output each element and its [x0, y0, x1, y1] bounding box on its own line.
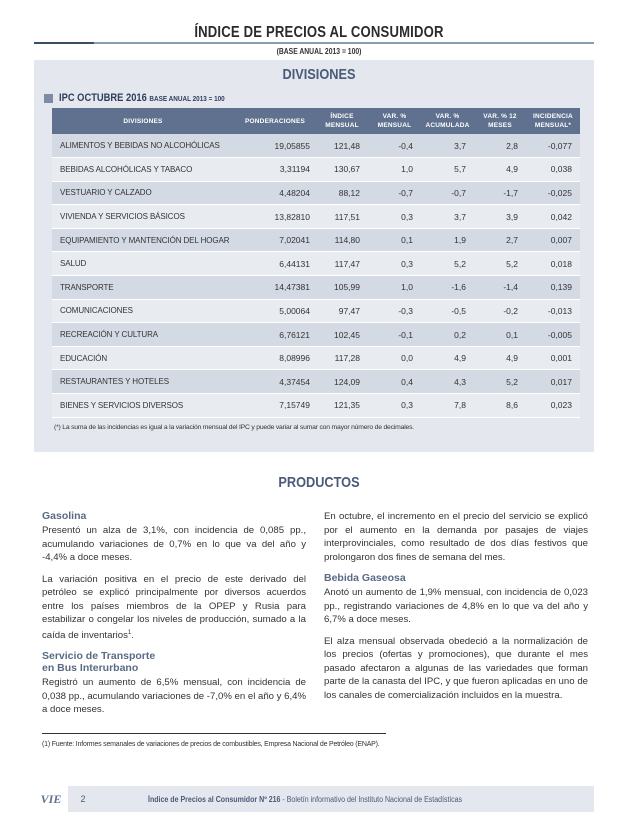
table-cell-inc: 0,139	[526, 276, 580, 300]
table-cell-indice: 88,12	[316, 181, 368, 205]
table-row	[52, 205, 580, 229]
table-cell-name: COMUNICACIONES	[52, 299, 234, 323]
table-row	[52, 394, 580, 418]
table-cell-var-a: -0,7	[421, 181, 474, 205]
table-cell-indice: 105,99	[316, 276, 368, 300]
table-cell-name: TRANSPORTE	[52, 276, 234, 300]
col-header-var-mensual: VAR. % MENSUAL	[368, 108, 421, 134]
table-cell-indice: 97,47	[316, 299, 368, 323]
table-cell-pond: 13,82810	[234, 205, 316, 229]
table-row	[52, 370, 580, 394]
table-cell-var-12: 2,7	[474, 228, 526, 252]
col-header-var-12-meses: VAR. % 12 MESES	[474, 108, 526, 134]
table-cell-var-m: 0,1	[368, 228, 421, 252]
table-cell-indice: 121,48	[316, 134, 368, 158]
table-cell-var-12: 3,9	[474, 205, 526, 229]
bebida-heading: Bebida Gaseosa	[324, 572, 406, 584]
table-row	[52, 252, 580, 276]
col-header-divisiones: DIVISIONES	[52, 108, 234, 134]
table-cell-inc: -0,077	[526, 134, 580, 158]
table-cell-inc: 0,018	[526, 252, 580, 276]
footer-doc-title: Índice de Precios al Consumidor Nº 216	[148, 794, 281, 804]
table-cell-inc: -0,025	[526, 181, 580, 205]
col-header-indice: ÍNDICE MENSUAL	[316, 108, 368, 134]
table-cell-indice: 124,09	[316, 370, 368, 394]
table-cell-name: RECREACIÓN Y CULTURA	[52, 323, 234, 347]
table-cell-inc: 0,007	[526, 228, 580, 252]
table-cell-var-m: 0,0	[368, 346, 421, 370]
page-number: 2	[80, 794, 86, 804]
table-cell-var-12: -1,7	[474, 181, 526, 205]
table-cell-var-12: -0,2	[474, 299, 526, 323]
table-row	[52, 276, 580, 300]
table-cell-name: EDUCACIÓN	[52, 346, 234, 370]
table-row	[52, 299, 580, 323]
table-cell-indice: 114,80	[316, 228, 368, 252]
table-cell-pond: 6,76121	[234, 323, 316, 347]
gasolina-paragraph-2: La variación positiva en el precio de este derivado del petróleo se explicó principalmente por diversos acuerdos entre los países miembros de la OPEP y Rusia para estabilizar o congelar los niveles de producción, sumado a la caída de inventarios$^1$.	[42, 573, 306, 641]
table-cell-name: SALUD	[52, 252, 234, 276]
page-footnote: (1) Fuente: Informes semanales de variaciones de precios de combustibles, Empresa Nacional de Petróleo (ENAP).	[42, 741, 380, 748]
table-cell-indice: 102,45	[316, 323, 368, 347]
table-cell-var-m: -0,4	[368, 134, 421, 158]
table-cell-var-a: 4,3	[421, 370, 474, 394]
table-cell-pond: 3,31194	[234, 158, 316, 182]
footer-doc-subtitle: Boletín informativo del Instituto Nacional de Estadísticas	[286, 794, 463, 804]
table-cell-var-m: 0,4	[368, 370, 421, 394]
table-cell-pond: 14,47381	[234, 276, 316, 300]
ipc-table-caption	[44, 92, 254, 104]
table-cell-var-a: 3,7	[421, 134, 474, 158]
table-cell-var-m: 0,3	[368, 205, 421, 229]
table-cell-pond: 5,00064	[234, 299, 316, 323]
table-cell-var-12: -1,4	[474, 276, 526, 300]
table-cell-var-a: 3,7	[421, 205, 474, 229]
title-divider-accent	[34, 42, 94, 44]
table-cell-var-12: 4,9	[474, 158, 526, 182]
table-cell-var-12: 8,6	[474, 394, 526, 418]
bebida-paragraph-1: Anotó un aumento de 1,9% mensual, con incidencia de 0,023 pp., registrando variaciones de 4,8% en lo que va del año y 6,7% a doce meses.	[324, 587, 588, 625]
table-cell-var-m: 0,3	[368, 252, 421, 276]
productos-heading: PRODUCTOS	[278, 474, 360, 491]
table-cell-var-12: 5,2	[474, 252, 526, 276]
table-cell-name: VESTUARIO Y CALZADO	[52, 181, 234, 205]
table-row	[52, 158, 580, 182]
table-cell-inc: 0,042	[526, 205, 580, 229]
table-cell-var-12: 4,9	[474, 346, 526, 370]
title-divider	[34, 42, 594, 44]
servicio-paragraph-2: En octubre, el incremento en el precio del servicio se explicó por el aumento en la demanda por pasajes de viajes interprovinciales, como resultado de dos días festivos que prolongaron dos fines de semana del mes.	[324, 511, 588, 563]
table-cell-indice: 121,35	[316, 394, 368, 418]
square-bullet-icon	[44, 94, 53, 103]
table-cell-var-12: 5,2	[474, 370, 526, 394]
page-footer	[34, 786, 594, 812]
table-cell-var-a: 1,9	[421, 228, 474, 252]
productos-right-column	[324, 510, 588, 710]
table-cell-var-m: 1,0	[368, 158, 421, 182]
table-row	[52, 181, 580, 205]
footer-caption: Índice de Precios al Consumidor Nº 216 - Boletín informativo del Instituto Nacional de Estadísticas	[148, 794, 463, 804]
divisiones-heading: DIVISIONES	[282, 66, 356, 83]
footnote-marker: 1	[127, 629, 132, 636]
table-cell-var-m: 1,0	[368, 276, 421, 300]
table-cell-inc: 0,038	[526, 158, 580, 182]
table-header-row	[52, 108, 580, 134]
table-row	[52, 323, 580, 347]
table-row	[52, 228, 580, 252]
table-cell-name: EQUIPAMIENTO Y MANTENCIÓN DEL HOGAR	[52, 228, 234, 252]
table-cell-indice: 117,51	[316, 205, 368, 229]
table-cell-name: BIENES Y SERVICIOS DIVERSOS	[52, 394, 234, 418]
table-cell-pond: 4,37454	[234, 370, 316, 394]
table-cell-var-m: -0,7	[368, 181, 421, 205]
page-title: ÍNDICE DE PRECIOS AL CONSUMIDOR	[194, 24, 444, 41]
table-cell-var-a: 0,2	[421, 323, 474, 347]
table-cell-indice: 117,47	[316, 252, 368, 276]
table-cell-pond: 6,44131	[234, 252, 316, 276]
table-cell-var-a: 5,7	[421, 158, 474, 182]
table-cell-var-m: -0,1	[368, 323, 421, 347]
col-header-incidencia: INCIDENCIA MENSUAL*	[526, 108, 580, 134]
table-cell-var-m: -0,3	[368, 299, 421, 323]
table-cell-var-a: 7,8	[421, 394, 474, 418]
divisiones-table	[52, 108, 580, 418]
table-cell-var-12: 0,1	[474, 323, 526, 347]
table-footnote: (*) La suma de las incidencias es igual a la variación mensual del IPC y puede variar al sumar con mayor número de decimales.	[54, 424, 414, 431]
table-cell-var-a: -0,5	[421, 299, 474, 323]
bebida-paragraph-2: El alza mensual observada obedeció a la normalización de los precios (ofertas y promociones), que durante el mes pasado afectaron a algunas de las variedades que forman parte de la canasta del IPC, y que fueron aplicadas en uno de los canales de comercialización incluidos en la muestra.	[324, 635, 588, 701]
table-cell-pond: 4,48204	[234, 181, 316, 205]
table-cell-name: BEBIDAS ALCOHÓLICAS Y TABACO	[52, 158, 234, 182]
ipc-title: IPC OCTUBRE 2016	[59, 92, 147, 104]
gasolina-paragraph-1: Presentó un alza de 3,1%, con incidencia de 0,085 pp., acumulando variaciones de 0,7% en lo que va del año y -4,4% a doce meses.	[42, 525, 306, 563]
table-cell-inc: 0,017	[526, 370, 580, 394]
ine-logo: VIE	[34, 786, 68, 812]
col-header-var-acumulada: VAR. % ACUMULADA	[421, 108, 474, 134]
servicio-heading: Servicio de Transporte en Bus Interurbano	[42, 650, 156, 675]
table-cell-pond: 19,05855	[234, 134, 316, 158]
table-row	[52, 134, 580, 158]
table-body	[52, 134, 580, 417]
gasolina-heading: Gasolina	[42, 510, 87, 522]
table-row	[52, 346, 580, 370]
table-cell-name: ALIMENTOS Y BEBIDAS NO ALCOHÓLICAS	[52, 134, 234, 158]
footnote-divider	[42, 733, 386, 734]
ipc-base: BASE ANUAL 2013 = 100	[149, 94, 225, 103]
table-cell-name: RESTAURANTES Y HOTELES	[52, 370, 234, 394]
table-cell-pond: 7,02041	[234, 228, 316, 252]
table-cell-name: VIVIENDA Y SERVICIOS BÁSICOS	[52, 205, 234, 229]
table-cell-var-12: 2,8	[474, 134, 526, 158]
page-subtitle: (BASE ANUAL 2013 = 100)	[276, 47, 362, 56]
table-cell-var-m: 0,3	[368, 394, 421, 418]
table-cell-var-a: -1,6	[421, 276, 474, 300]
table-cell-var-a: 5,2	[421, 252, 474, 276]
table-cell-inc: 0,023	[526, 394, 580, 418]
table-cell-indice: 117,28	[316, 346, 368, 370]
table-cell-indice: 130,67	[316, 158, 368, 182]
table-cell-inc: -0,013	[526, 299, 580, 323]
table-cell-pond: 8,08996	[234, 346, 316, 370]
table-cell-pond: 7,15749	[234, 394, 316, 418]
table-cell-inc: 0,001	[526, 346, 580, 370]
col-header-ponderaciones: PONDERACIONES	[234, 108, 316, 134]
table-cell-var-a: 4,9	[421, 346, 474, 370]
productos-left-column	[42, 510, 306, 725]
servicio-paragraph-1: Registró un aumento de 6,5% mensual, con incidencia de 0,038 pp., acumulando variaciones de -7,0% en el año y 6,4% a doce meses.	[42, 677, 307, 716]
table-cell-inc: -0,005	[526, 323, 580, 347]
